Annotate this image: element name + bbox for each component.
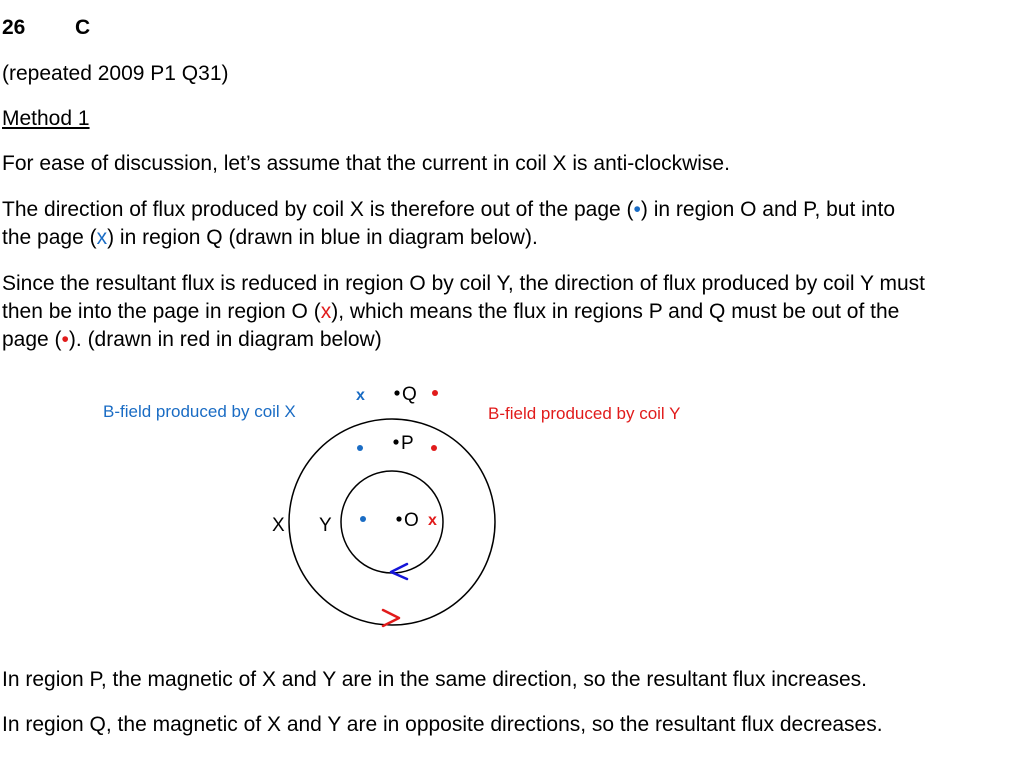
out-of-page-dot-red: •	[61, 328, 69, 351]
paragraph-4: In region P, the magnetic of X and Y are in the same direction, so the resultant flux increases.	[2, 668, 868, 691]
into-page-x-blue: x	[96, 226, 108, 249]
subtitle: (repeated 2009 P1 Q31)	[2, 62, 229, 85]
paragraph-2-line-2: the page (x) in region Q (drawn in blue in diagram below).	[2, 226, 538, 249]
paragraph-2-line-1: The direction of flux produced by coil X is therefore out of the page (•) in region O and P, but into	[2, 198, 896, 221]
o-out-of-page-dot-blue	[360, 516, 366, 522]
paragraph-1: For ease of discussion, let’s assume that the current in coil X is anti-clockwise.	[2, 152, 730, 175]
region-p-dot	[393, 439, 398, 444]
p-out-of-page-dot-blue	[357, 445, 363, 451]
region-p-label: P	[401, 433, 414, 454]
region-o-label: O	[404, 510, 419, 531]
o-into-page-x-red: x	[428, 512, 437, 529]
paragraph-3-line-3: page (•). (drawn in red in diagram below)	[2, 328, 382, 351]
arrow-right-icon	[383, 610, 399, 626]
b-field-x-label: B-field produced by coil X	[103, 402, 296, 421]
coil-x-label: X	[272, 515, 285, 536]
p-out-of-page-dot-red	[431, 445, 437, 451]
paragraph-3-line-2: then be into the page in region O (x), which means the flux in regions P and Q must be out of the	[2, 300, 900, 323]
method-title: Method 1	[2, 107, 90, 130]
coil-y-label: Y	[319, 515, 332, 536]
into-page-x-red: x	[320, 300, 332, 323]
region-q-dot	[394, 390, 399, 395]
region-o-dot	[396, 516, 401, 521]
b-field-y-label: B-field produced by coil Y	[488, 404, 681, 423]
region-q-label: Q	[402, 384, 417, 405]
paragraph-3-line-1: Since the resultant flux is reduced in region O by coil Y, the direction of flux produced by coil Y must	[2, 272, 925, 295]
question-number: 26	[2, 16, 26, 39]
answer-letter: C	[75, 16, 91, 39]
q-into-page-x-blue: x	[356, 387, 365, 404]
q-out-of-page-dot-red	[432, 390, 438, 396]
out-of-page-dot-blue: •	[633, 198, 641, 221]
paragraph-5: In region Q, the magnetic of X and Y are in opposite directions, so the resultant flux decreases.	[2, 713, 883, 736]
coil-diagram	[255, 372, 545, 642]
